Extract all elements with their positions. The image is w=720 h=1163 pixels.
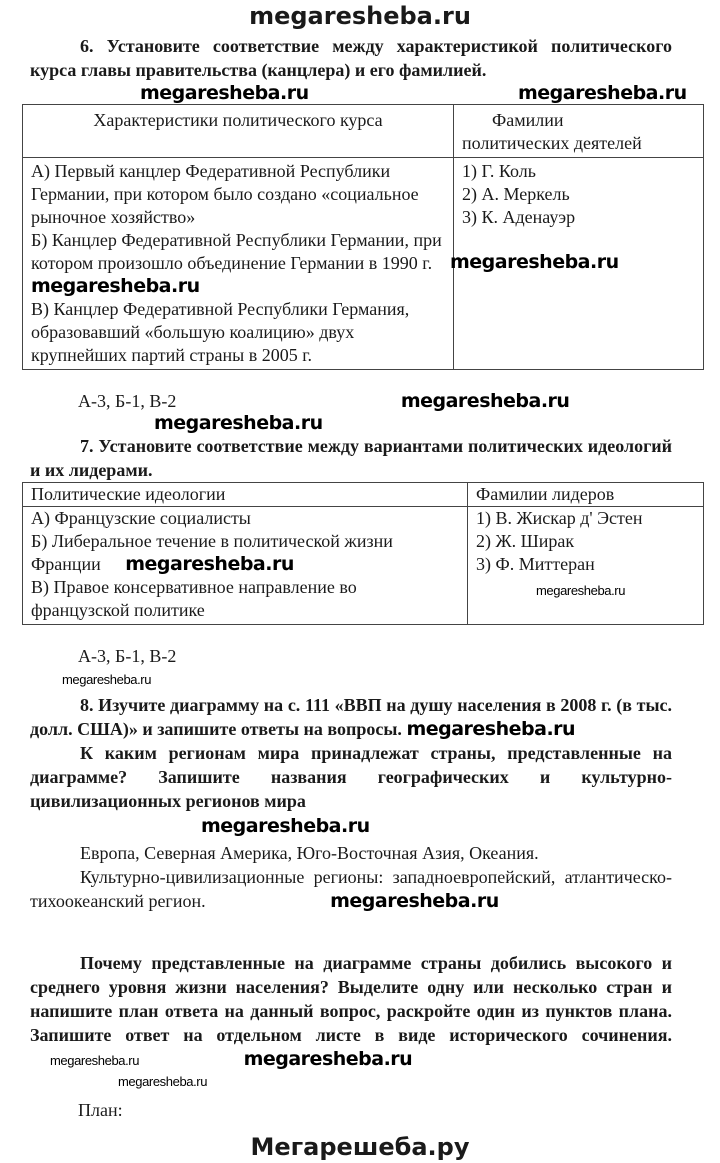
- names-cell: [450, 158, 704, 370]
- list-item: А) Первый канцлер Федеративной Республики Германии, при котором было создано «социальное рыночное хозяйство»: [31, 161, 419, 227]
- question-8-title-paragraph: [30, 693, 672, 741]
- question-8-subquestion-2-paragraph: [30, 951, 672, 1071]
- header-watermark: megaresheba.ru: [249, 2, 471, 30]
- watermark: megaresheba.ru: [154, 412, 323, 434]
- leaders-cell: [468, 507, 704, 625]
- question-8-answer-line-2-paragraph: [30, 865, 672, 913]
- watermark: megaresheba.ru: [201, 815, 370, 837]
- list-item: 2) А. Меркель: [462, 184, 570, 204]
- table-header-ideologies: Политические идеологии: [23, 483, 468, 507]
- table-header-names: [454, 105, 704, 158]
- watermark-row: [30, 813, 672, 841]
- watermark: megaresheba.ru: [50, 1053, 140, 1068]
- list-item: 1) В. Жискар д' Эстен: [476, 508, 643, 528]
- footer-watermark: Мегарешеба.ру: [250, 1133, 470, 1161]
- watermark: megaresheba.ru: [62, 672, 152, 687]
- watermark-row: [30, 671, 672, 689]
- list-item: 3) К. Аденауэр: [462, 207, 576, 227]
- characteristics-cell: [23, 158, 454, 370]
- watermark: megaresheba.ru: [518, 82, 687, 104]
- question-7-answer: А-3, Б-1, В-2: [78, 646, 177, 666]
- list-item: 3) Ф. Миттеран: [476, 554, 595, 574]
- question-8-subquestion-1: К каким регионам мира принадлежат страны, представленные на диаграмме? Запишите названия географических и культурно-цивилизационных регионов мира: [30, 743, 672, 811]
- question-7-title: 7. Установите соответствие между вариантами политических идеологий и их лидерами.: [30, 436, 672, 480]
- question-8-answer-line-1: Европа, Северная Америка, Юго-Восточная Азия, Океания.: [80, 843, 539, 863]
- watermark: megaresheba.ru: [118, 1074, 208, 1089]
- list-item: 2) Ж. Ширак: [476, 531, 575, 551]
- header-line: Фамилии: [492, 110, 564, 130]
- question-8-subquestion-2: Почему представленные на диаграмме страны добились высокого и среднего уровня жизни населения? Выделите одну или несколько стран и напишите план ответа на данный вопрос, раскройте один из пунктов плана. Запишите ответ на отдельном листе в виде исторического сочинения.: [30, 953, 672, 1045]
- watermark: megaresheba.ru: [140, 82, 309, 104]
- question-7-table: [22, 482, 704, 625]
- list-item-wrapper: [31, 229, 445, 298]
- question-6-table: [22, 104, 704, 370]
- question-6-answer: А-3, Б-1, В-2: [78, 391, 177, 411]
- watermark: megaresheba.ru: [125, 553, 294, 575]
- list-item: 1) Г. Коль: [462, 161, 536, 181]
- question-8-answer-line-2: Культурно-цивилизационные регионы: западноевропейский, атлантическо-тихоокеанский регион.: [30, 867, 672, 911]
- table-header-characteristics: Характеристики политического курса: [23, 105, 454, 158]
- question-8-title: 8. Изучите диаграмму на с. 111 «ВВП на душу населения в 2008 г. (в тыс. долл. США)» и запишите ответы на вопросы.: [30, 695, 672, 739]
- watermark: megaresheba.ru: [31, 275, 200, 297]
- watermark: megaresheba.ru: [536, 583, 626, 598]
- plan-label: План:: [78, 1100, 123, 1120]
- table-header-leaders: Фамилии лидеров: [468, 483, 704, 507]
- watermark-row: [30, 1073, 672, 1091]
- watermark: megaresheba.ru: [406, 718, 576, 740]
- watermark: megaresheba.ru: [400, 390, 570, 412]
- list-item: В) Правое консервативное направление во французской политике: [31, 577, 357, 620]
- list-item: В) Канцлер Федеративной Республики Германия, образовавший «большую коалицию» двух крупнейших партий страны в 2005 г.: [31, 299, 410, 365]
- ideologies-cell: [23, 507, 468, 625]
- list-item: Б) Либеральное течение в политической жизни Франции: [31, 531, 393, 574]
- list-item-wrapper: [31, 530, 459, 576]
- question-6-title: 6. Установите соответствие между характеристикой политического курса главы правительства (канцлера) и его фамилией.: [30, 36, 672, 80]
- page-content: [0, 34, 720, 1121]
- list-item: Б) Канцлер Федеративной Республики Германии, при котором произошло объединение Германии в 1990 г.: [31, 230, 442, 273]
- watermark-row: [30, 412, 672, 434]
- watermark: megaresheba.ru: [243, 1048, 413, 1070]
- watermark: megaresheba.ru: [450, 251, 619, 273]
- watermark-row: [30, 82, 687, 104]
- answer-line: [30, 390, 672, 412]
- header-line: политических деятелей: [462, 133, 642, 153]
- list-item: А) Французские социалисты: [31, 508, 251, 528]
- watermark: megaresheba.ru: [330, 890, 499, 912]
